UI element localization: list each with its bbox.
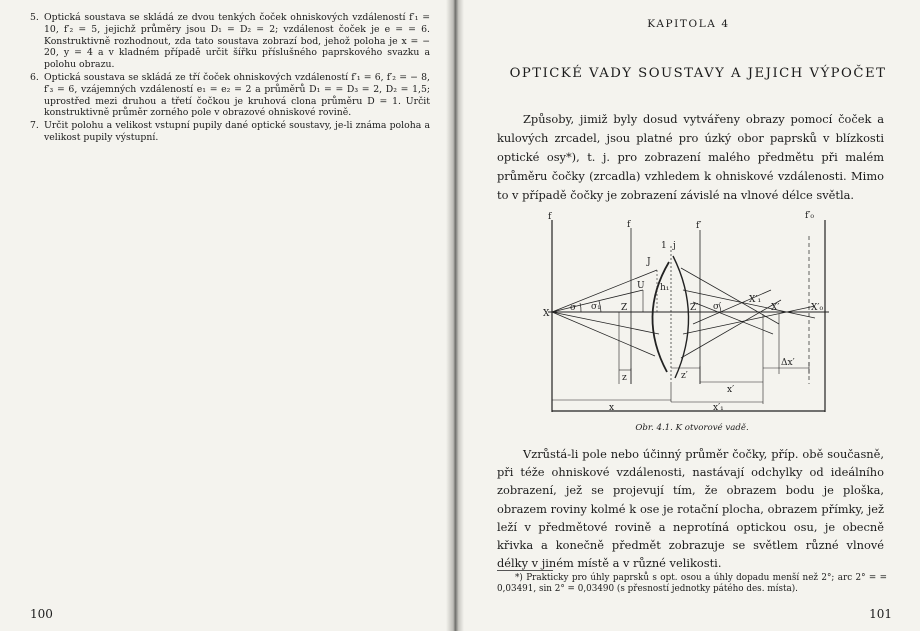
label-X0-prime: X′₀ [811,303,824,313]
exercise-text: Optická soustava se skládá ze tří čoček ohniskových vzdáleností f′₁ = 6, f′₂ = − 8, f′₃ = 6, vzájemných vzdáleností e₁ = e₂ = 2 a průměrů D₁ = = D₃ = 2, D₂ = 1,5; uprostřed mezi druhou a třetí čočkou je kruhová clona průměru D = 1. Určit konstruktivně průměr zorného pole v obrazové ohniskové rovině. [44,71,430,119]
label-z-prime: z′ [681,371,688,381]
exercise-number: 6. [30,71,39,83]
optical-diagram [543,206,843,422]
label-sigma: σ [570,303,577,313]
label-delta-x-prime: Δx′ [781,358,795,368]
label-f-prime: f′ [696,221,702,231]
label-J: J [647,257,651,267]
lens-front-surface [652,262,669,372]
label-f-left: f [548,212,552,222]
label-X1-prime: X′₁ [749,295,762,305]
running-head: KAPITOLA 4 [647,18,730,30]
left-page [0,0,453,631]
label-x1-prime: x′₁ [713,403,724,413]
page-number-left: 100 [30,607,53,621]
right-page [457,0,920,631]
label-X-prime: X′ [771,303,780,313]
label-sigma1: σ₁ [591,302,601,312]
lens-back-surface [673,256,689,378]
chapter-title: OPTICKÉ VADY SOUSTAVY A JEJICH VÝPOČET [509,66,887,81]
label-Z-prime: Z′ [690,303,699,313]
body-paragraph: Vzrůstá-li pole nebo účinný průměr čočky, příp. obě současně, při téže ohniskové vzdálenosti, nastávají odchylky od ideálního zobrazení, jež se projevují tím, že obrazem bodu je ploška, obrazem roviny kolmé k ose je rotační plocha, obrazem přímky, jež leží v předmětové rovině a neprotíná optickou osu, je obecně křivka a konečně předmět zobrazuje se světlem různé vlnové délky v jiném místě a v různé velikosti. [497,447,884,571]
footnote: *) Prakticky pro úhly paprsků s opt. osou a úhly dopadu menší než 2°; arc 2° = = 0,03491, sin 2° = 0,03490 (s přesností jednotky pátého des. místa). [497,573,887,594]
label-z: z [622,373,627,383]
exercise-list [30,12,430,145]
label-Z: Z [621,303,628,313]
footnote-rule [497,570,553,571]
exercise-item [30,12,430,71]
exercise-text: Optická soustava se skládá ze dvou tenkých čoček ohniskových vzdáleností f′₁ = 10, f′₂ = 5, jejichž průměry jsou D₁ = D₂ = 2; vzdálenost čoček je e = = 6. Konstruktivně rozhodnout, zda tato soustava zobrazí bod, jehož poloha je x = − 20, y = 4 a v kladném případě určit šířku příslušného paprskového svazku a polohu obrazu. [44,12,430,71]
intro-paragraph: Způsoby, jimiž byly dosud vytvářeny obrazy pomocí čoček a kulových zrcadel, jsou platné pro úzký obor paprsků v blízkosti optické osy*), t. j. pro zobrazení malého předmětu při malém průměru čočky (zrcadla) vzhledem k ohniskové vzdálenosti. Mimo to v případě čočky je zobrazení závislé na vlnové délce světla. [497,112,884,202]
page-number-right: 101 [869,607,892,621]
exercise-text: Určit polohu a velikost vstupní pupily dané optické soustavy, je-li známa poloha a velikost pupily výstupní. [44,120,430,143]
label-X: X [543,309,550,319]
label-h1: h₁ [660,283,670,293]
book-gutter [446,0,464,631]
label-one: 1 [661,241,667,251]
ray [552,312,659,334]
exercise-item [30,72,430,119]
figure-caption: Obr. 4.1. K otvorové vadě. [635,423,749,433]
exercise-item [30,120,430,144]
ray [681,268,779,324]
label-U: U [637,281,645,291]
label-sigma-prime: σ′ [713,302,722,312]
exercise-number: 7. [30,120,39,132]
angle-arc-sigma [580,303,581,312]
label-x: x [609,403,615,413]
label-f-inner: f [627,220,631,230]
ray [552,270,657,312]
label-f0-prime: f′₀ [805,211,814,221]
exercise-number: 5. [30,12,39,23]
label-j: j [673,241,676,251]
label-x-prime: x′ [727,385,735,395]
ray [552,312,655,356]
